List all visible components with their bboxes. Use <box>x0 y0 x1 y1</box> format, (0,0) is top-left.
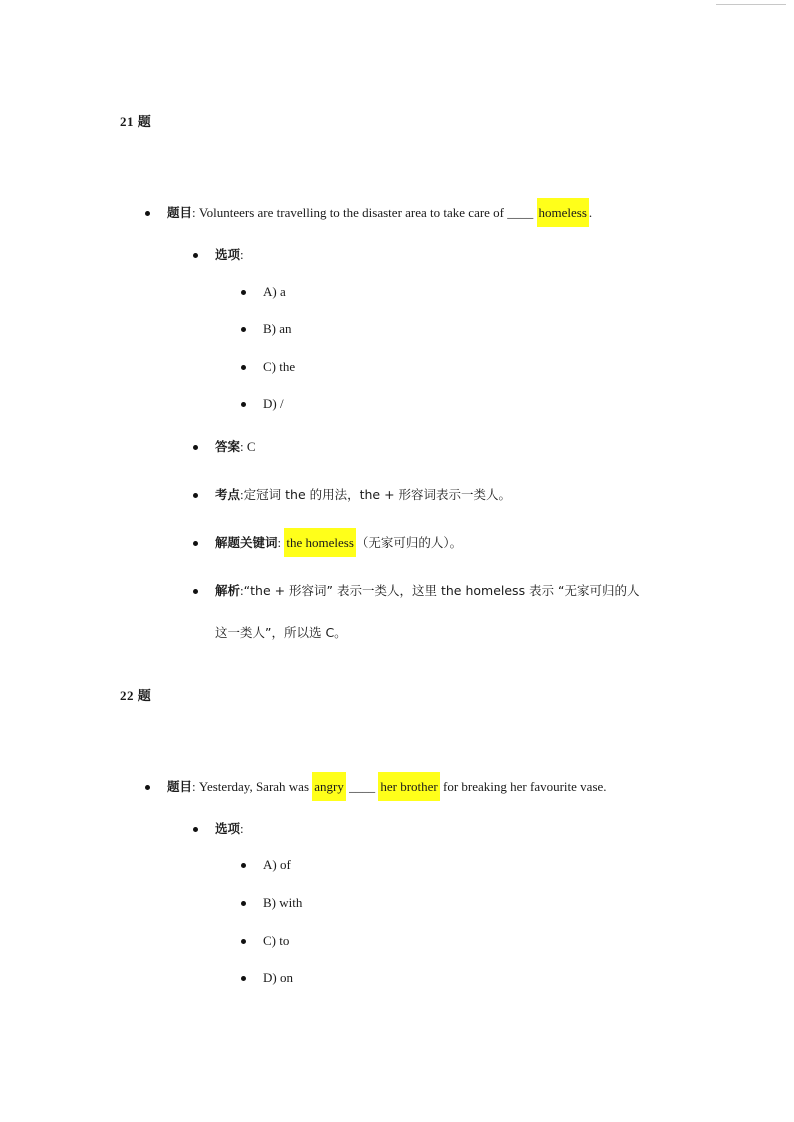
bullet <box>193 589 198 594</box>
bullet <box>241 365 246 370</box>
colon: : <box>240 821 244 836</box>
option-d: D) / <box>263 396 284 411</box>
bullet <box>241 901 246 906</box>
option-d: D) on <box>263 970 293 985</box>
keywords-text: （无家可归的人）。 <box>355 535 463 550</box>
answer-label: 答案 <box>215 439 241 454</box>
bullet <box>145 785 150 790</box>
header-rule <box>716 0 786 5</box>
bullet <box>193 541 198 546</box>
exam-point <box>215 486 511 504</box>
bullet <box>145 211 150 216</box>
question-21-title: 21 题 <box>120 114 152 129</box>
question-text: Volunteers are travelling to the disaster area to take care of ____ <box>195 205 537 220</box>
highlighted-phrase: her brother <box>378 772 439 801</box>
analysis-line-1: “the + 形容词” 表示一类人，这里 the homeless 表示 “无家可归的人 <box>243 583 640 598</box>
colon: : <box>240 487 244 502</box>
bullet <box>241 939 246 944</box>
question-label: 题目 <box>167 205 193 220</box>
analysis-line-2: 这一类人”，所以选 C。 <box>215 625 347 640</box>
options-label: 选项 <box>215 821 241 836</box>
point-text: 定冠词 the 的用法，the + 形容词表示一类人。 <box>243 487 512 502</box>
option-b: B) an <box>263 321 292 336</box>
question-label: 题目 <box>167 779 193 794</box>
colon: : <box>192 779 196 794</box>
bullet <box>193 445 198 450</box>
option-a: A) of <box>263 857 291 872</box>
option-c: C) to <box>263 933 290 948</box>
question-text-end: for breaking her favourite vase. <box>439 779 607 794</box>
options-heading <box>215 820 244 838</box>
highlighted-keyword: the homeless <box>284 528 356 557</box>
bullet <box>241 402 246 407</box>
colon: : <box>192 205 196 220</box>
colon: : <box>240 583 244 598</box>
question-text: Yesterday, Sarah was <box>195 779 313 794</box>
answer-value: C <box>243 439 256 454</box>
option-b: B) with <box>263 895 303 910</box>
options-label: 选项 <box>215 247 241 262</box>
options-heading <box>215 246 244 264</box>
option-a: A) a <box>263 284 286 299</box>
highlighted-word: angry <box>312 772 346 801</box>
question-end: . <box>588 205 593 220</box>
bullet <box>193 493 198 498</box>
bullet <box>241 863 246 868</box>
point-label: 考点 <box>215 487 241 502</box>
bullet <box>241 290 246 295</box>
bullet <box>193 827 198 832</box>
analysis-label: 解析 <box>215 583 241 598</box>
bullet <box>193 253 198 258</box>
option-c: C) the <box>263 359 296 374</box>
keywords-label: 解题关键词 <box>215 535 278 550</box>
highlighted-word: homeless <box>537 198 589 227</box>
question-blank: ____ <box>345 779 379 794</box>
colon: : <box>240 247 244 262</box>
keywords <box>215 534 462 552</box>
bullet <box>241 327 246 332</box>
bullet <box>241 976 246 981</box>
answer <box>215 438 256 456</box>
analysis <box>215 582 640 600</box>
question-21-stem <box>167 204 592 222</box>
question-22-stem <box>167 778 607 796</box>
question-22-title: 22 题 <box>120 688 152 703</box>
colon: : <box>277 535 282 550</box>
colon: : <box>240 439 244 454</box>
